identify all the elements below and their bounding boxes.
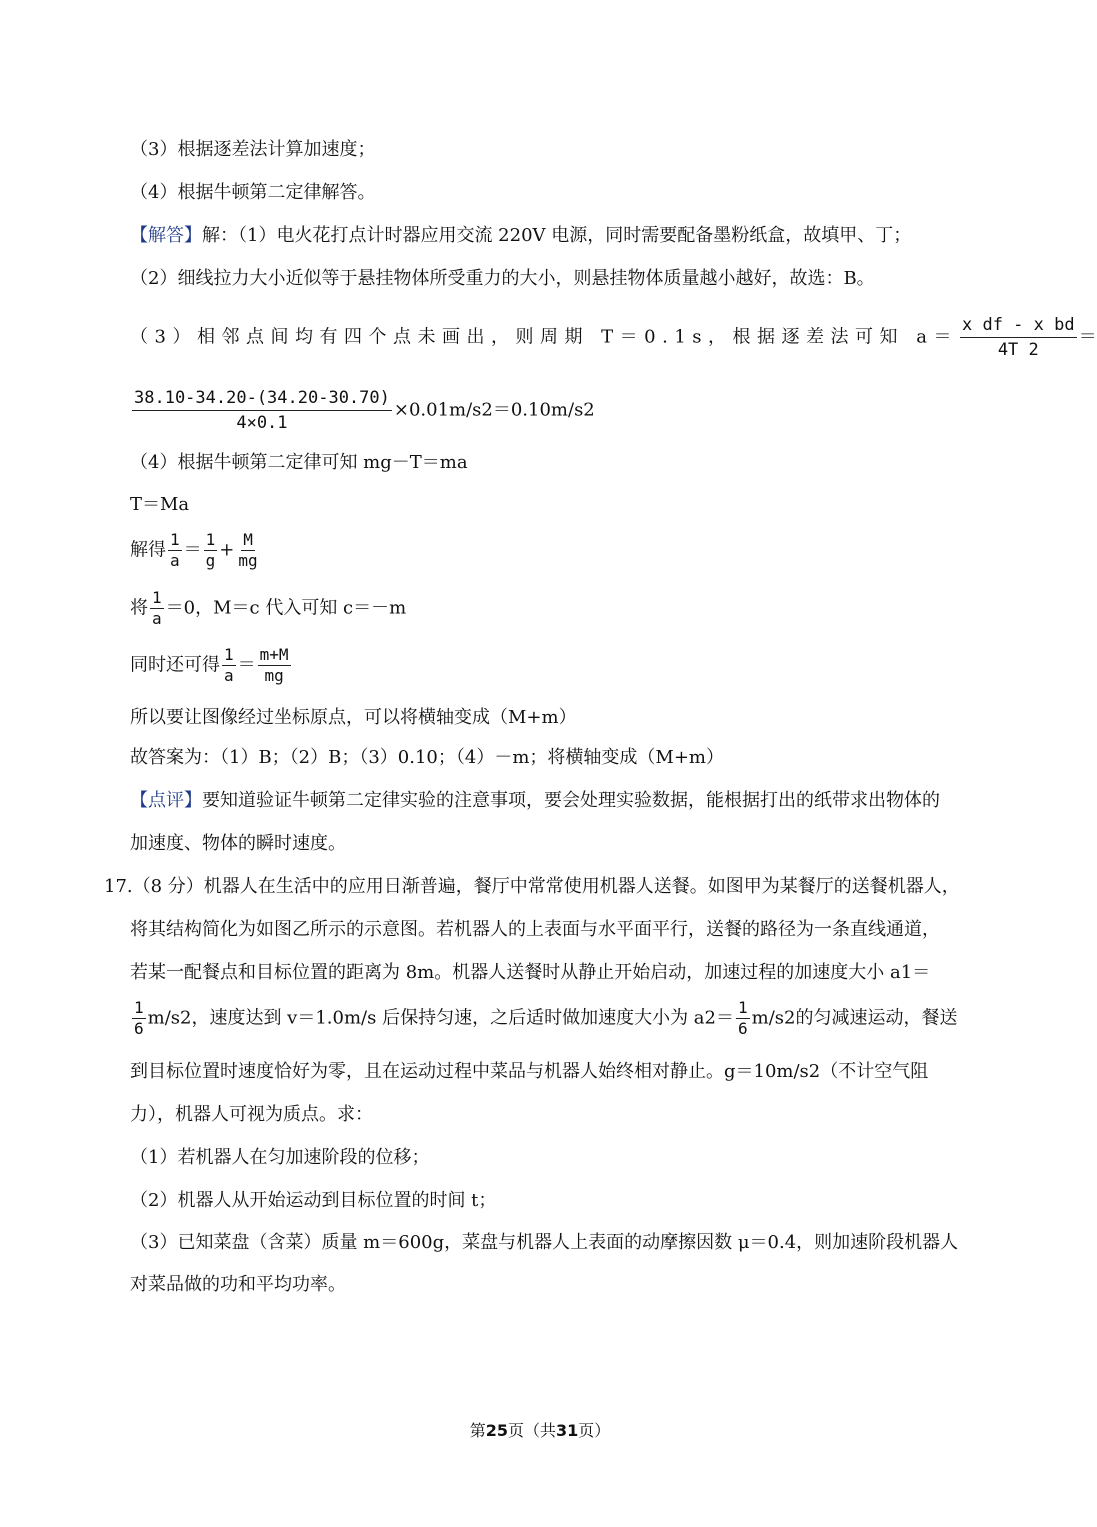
- question-17-part-3: （3）已知菜盘（含菜）质量 m＝600g，菜盘与机器人上表面的动摩擦因数 μ＝0.4，则加速阶段机器人: [130, 1232, 959, 1253]
- line-step4: （4）根据牛顿第二定律解答。: [130, 182, 376, 203]
- frac-num: 1: [737, 998, 748, 1017]
- frac-1-6: [132, 998, 146, 1039]
- frac-num: 1: [152, 588, 162, 607]
- formula-result: ×0.01m/s2＝0.10m/s2: [393, 399, 595, 421]
- frac-num: 38.10-34.20-(34.20-30.70): [132, 386, 392, 411]
- equals: ＝: [1078, 326, 1097, 348]
- frac-den: 4×0.1: [236, 413, 288, 433]
- question-17-part-1: （1）若机器人在匀加速阶段的位移；: [130, 1147, 430, 1168]
- answer-line-8: [130, 588, 406, 629]
- frac-den: 6: [737, 1019, 748, 1038]
- text: 将: [130, 597, 148, 619]
- footer-text: 页）: [578, 1421, 611, 1440]
- formula-frac-numeric: [132, 386, 392, 435]
- line-step3: （3）根据逐差法计算加速度；: [130, 139, 376, 160]
- frac-den: 4T 2: [997, 340, 1039, 360]
- question-17-line-1: 17.（8 分）机器人在生活中的应用日渐普遍，餐厅中常常使用机器人送餐。如图甲为某餐厅的送餐机器人，: [104, 876, 960, 897]
- comment-line-2: 加速度、物体的瞬时速度。: [130, 833, 346, 854]
- frac-den: 6: [134, 1019, 144, 1038]
- frac-den: a: [170, 551, 180, 570]
- answer-summary: 故答案为：（1）B；（2）B；（3）0.10；（4）－m；将横轴变成（M+m）: [130, 747, 724, 768]
- answer-line-5: （4）根据牛顿第二定律可知 mg－T＝ma: [130, 452, 468, 473]
- answer-tag: 【解答】: [130, 225, 202, 246]
- frac-1-6: [736, 998, 750, 1039]
- comment-tag: 【点评】: [130, 790, 202, 811]
- question-17-line-6: 力），机器人可视为质点。求：: [130, 1104, 373, 1125]
- answer-line-2: （2）细线拉力大小近似等于悬挂物体所受重力的大小，则悬挂物体质量越小越好，故选：B。: [130, 268, 875, 289]
- plus: +: [219, 539, 235, 561]
- answer-line-10: 所以要让图像经过坐标原点，可以将横轴变成（M+m）: [130, 707, 577, 728]
- frac-num: M: [243, 530, 253, 549]
- equals: ＝: [237, 654, 256, 676]
- answer-line-3: [130, 313, 1097, 362]
- question-17-line-3: 若某一配餐点和目标位置的距离为 8m。机器人送餐时从静止开始启动，加速过程的加速度大小 a1＝: [130, 962, 931, 983]
- frac-mM-mg: [258, 645, 291, 686]
- frac-den: mg: [238, 551, 258, 570]
- question-17-line-4: [130, 998, 957, 1039]
- footer-text: 页（共: [507, 1421, 556, 1440]
- frac-num: x df - x bd: [960, 313, 1077, 338]
- equals: ＝: [183, 539, 202, 561]
- text: 同时还可得: [130, 654, 220, 676]
- frac-1-g: [204, 530, 218, 571]
- frac-den: a: [152, 609, 162, 628]
- question-17-line-5: 到目标位置时速度恰好为零，且在运动过程中菜品与机器人始终相对静止。g＝10m/s2（不计空气阻: [130, 1061, 929, 1082]
- comment-text: 要知道验证牛顿第二定律实验的注意事项，要会处理实验数据，能根据打出的纸带求出物体的: [202, 790, 940, 811]
- frac-num: 1: [205, 530, 216, 549]
- answer-line-6: T＝Ma: [130, 494, 190, 515]
- frac-1-a: [168, 530, 182, 571]
- frac-den: mg: [264, 666, 284, 685]
- footer-text: 第: [469, 1421, 486, 1440]
- question-17-part-2: （2）机器人从开始运动到目标位置的时间 t；: [130, 1190, 497, 1211]
- text: m/s2的匀减速运动，餐送: [751, 1007, 958, 1029]
- page-footer: [0, 1418, 1080, 1441]
- comment-line-1: [130, 788, 940, 814]
- answer-line-4: [130, 386, 595, 435]
- text: 解得: [130, 539, 166, 561]
- page-number: 25: [485, 1421, 508, 1440]
- frac-1-a: [222, 645, 236, 686]
- answer-line-1: [130, 223, 911, 249]
- total-pages: 31: [556, 1421, 579, 1440]
- frac-M-mg: [236, 530, 259, 571]
- text: ＝0，M＝c 代入可知 c＝－m: [165, 597, 407, 619]
- frac-1-a: [150, 588, 164, 629]
- frac-num: m+M: [259, 645, 289, 664]
- frac-den: a: [224, 666, 234, 685]
- answer-line-7: [130, 530, 262, 571]
- answer-text-3: （3）相邻点间均有四个点未画出，则周期 T＝0.1s，根据逐差法可知 a＝: [130, 326, 958, 348]
- frac-num: 1: [134, 998, 144, 1017]
- formula-frac-xdf-xbd: [960, 313, 1077, 362]
- question-17-line-2: 将其结构简化为如图乙所示的示意图。若机器人的上表面与水平面平行，送餐的路径为一条直线通道，: [130, 919, 940, 940]
- text: m/s2，速度达到 v＝1.0m/s 后保持匀速，之后适时做加速度大小为 a2＝: [147, 1007, 734, 1029]
- answer-text-1: 解：（1）电火花打点计时器应用交流 220V 电源，同时需要配备墨粉纸盒，故填甲、丁；: [202, 225, 912, 246]
- frac-den: g: [205, 551, 216, 570]
- answer-line-9: [130, 645, 293, 686]
- frac-num: 1: [170, 530, 180, 549]
- frac-num: 1: [224, 645, 234, 664]
- question-17-line-10: 对菜品做的功和平均功率。: [130, 1274, 346, 1295]
